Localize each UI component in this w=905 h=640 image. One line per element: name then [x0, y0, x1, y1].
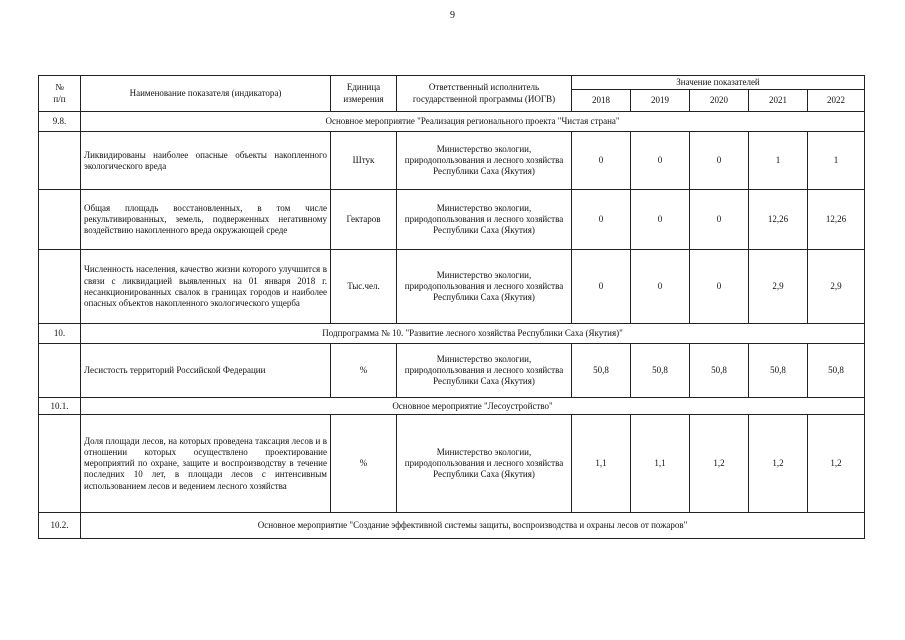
indicator-unit: Штук: [331, 132, 397, 190]
row-number: [39, 250, 81, 324]
header-year: 2019: [631, 90, 690, 112]
section-row: [39, 513, 865, 539]
value-cell: 0: [572, 190, 631, 250]
row-number: [39, 132, 81, 190]
section-title: Основное мероприятие "Лесоустройство": [81, 398, 865, 415]
header-values-group: Значение показателей: [572, 76, 865, 90]
section-title: Основное мероприятие "Создание эффективной системы защиты, воспроизводства и охраны лесов от пожаров": [81, 513, 865, 539]
value-cell: 50,8: [808, 344, 865, 398]
indicator-name: Общая площадь восстановленных, в том числе рекультивированных, земель, подверженных негативному воздействию накопленного вреда окружающей среде: [81, 190, 331, 250]
indicator-unit: Гектаров: [331, 190, 397, 250]
value-cell: 50,8: [690, 344, 749, 398]
value-cell: 1,2: [808, 415, 865, 513]
header-name: Наименование показателя (индикатора): [81, 76, 331, 112]
indicator-row: [39, 190, 865, 250]
indicator-unit: %: [331, 344, 397, 398]
value-cell: 50,8: [572, 344, 631, 398]
section-number: 10.2.: [39, 513, 81, 539]
section-title: Подпрограмма № 10. "Развитие лесного хозяйства Республики Саха (Якутия)": [81, 324, 865, 344]
section-number: 9.8.: [39, 112, 81, 132]
indicator-executor: Министерство экологии, природопользования и лесного хозяйства Республики Саха (Якутия): [397, 190, 572, 250]
header-year: 2018: [572, 90, 631, 112]
row-number: [39, 190, 81, 250]
value-cell: 0: [690, 132, 749, 190]
value-cell: 1,2: [690, 415, 749, 513]
value-cell: 1,1: [631, 415, 690, 513]
value-cell: 0: [690, 250, 749, 324]
indicator-row: [39, 415, 865, 513]
value-cell: 12,26: [808, 190, 865, 250]
row-number: [39, 415, 81, 513]
value-cell: 2,9: [749, 250, 808, 324]
indicator-executor: Министерство экологии, природопользования и лесного хозяйства Республики Саха (Якутия): [397, 415, 572, 513]
value-cell: 0: [631, 250, 690, 324]
value-cell: 1,2: [749, 415, 808, 513]
indicator-row: [39, 344, 865, 398]
section-row: [39, 398, 865, 415]
value-cell: 0: [690, 190, 749, 250]
header-year: 2021: [749, 90, 808, 112]
indicator-row: [39, 250, 865, 324]
indicator-name: Ликвидированы наиболее опасные объекты накопленного экологического вреда: [81, 132, 331, 190]
header-year: 2020: [690, 90, 749, 112]
section-title: Основное мероприятие "Реализация регионального проекта "Чистая страна": [81, 112, 865, 132]
indicator-row: [39, 132, 865, 190]
indicators-table: [38, 75, 865, 539]
indicator-name: Доля площади лесов, на которых проведена таксация лесов и в отношении которых осуществлено проектирование мероприятий по охране, защите и воспроизводству в течение последних 10 лет, в площади лесов с интенсивным использованием лесов и ведением лесного хозяйства: [81, 415, 331, 513]
section-row: [39, 112, 865, 132]
value-cell: 1: [749, 132, 808, 190]
indicator-unit: Тыс.чел.: [331, 250, 397, 324]
value-cell: 1: [808, 132, 865, 190]
header-unit: Единица измерения: [331, 76, 397, 112]
value-cell: 0: [631, 132, 690, 190]
section-number: 10.1.: [39, 398, 81, 415]
value-cell: 1,1: [572, 415, 631, 513]
header-num: № п/п: [39, 76, 81, 112]
header-executor: Ответственный исполнитель государственной программы (ИОГВ): [397, 76, 572, 112]
value-cell: 0: [631, 190, 690, 250]
indicator-unit: %: [331, 415, 397, 513]
section-number: 10.: [39, 324, 81, 344]
value-cell: 0: [572, 250, 631, 324]
indicator-executor: Министерство экологии, природопользования и лесного хозяйства Республики Саха (Якутия): [397, 344, 572, 398]
indicator-name: Численность населения, качество жизни которого улучшится в связи с ликвидацией выявленных на 01 января 2018 г. несанкционированных свалок в границах городов и наиболее опасных объектов накопленного экологического ущерба: [81, 250, 331, 324]
indicator-name: Лесистость территорий Российской Федерации: [81, 344, 331, 398]
value-cell: 50,8: [749, 344, 808, 398]
table-header: [39, 76, 865, 112]
indicator-executor: Министерство экологии, природопользования и лесного хозяйства Республики Саха (Якутия): [397, 132, 572, 190]
table-body: [39, 112, 865, 539]
value-cell: 2,9: [808, 250, 865, 324]
header-year: 2022: [808, 90, 865, 112]
section-row: [39, 324, 865, 344]
value-cell: 50,8: [631, 344, 690, 398]
page-number: 9: [450, 10, 455, 21]
value-cell: 12,26: [749, 190, 808, 250]
row-number: [39, 344, 81, 398]
value-cell: 0: [572, 132, 631, 190]
indicator-executor: Министерство экологии, природопользования и лесного хозяйства Республики Саха (Якутия): [397, 250, 572, 324]
